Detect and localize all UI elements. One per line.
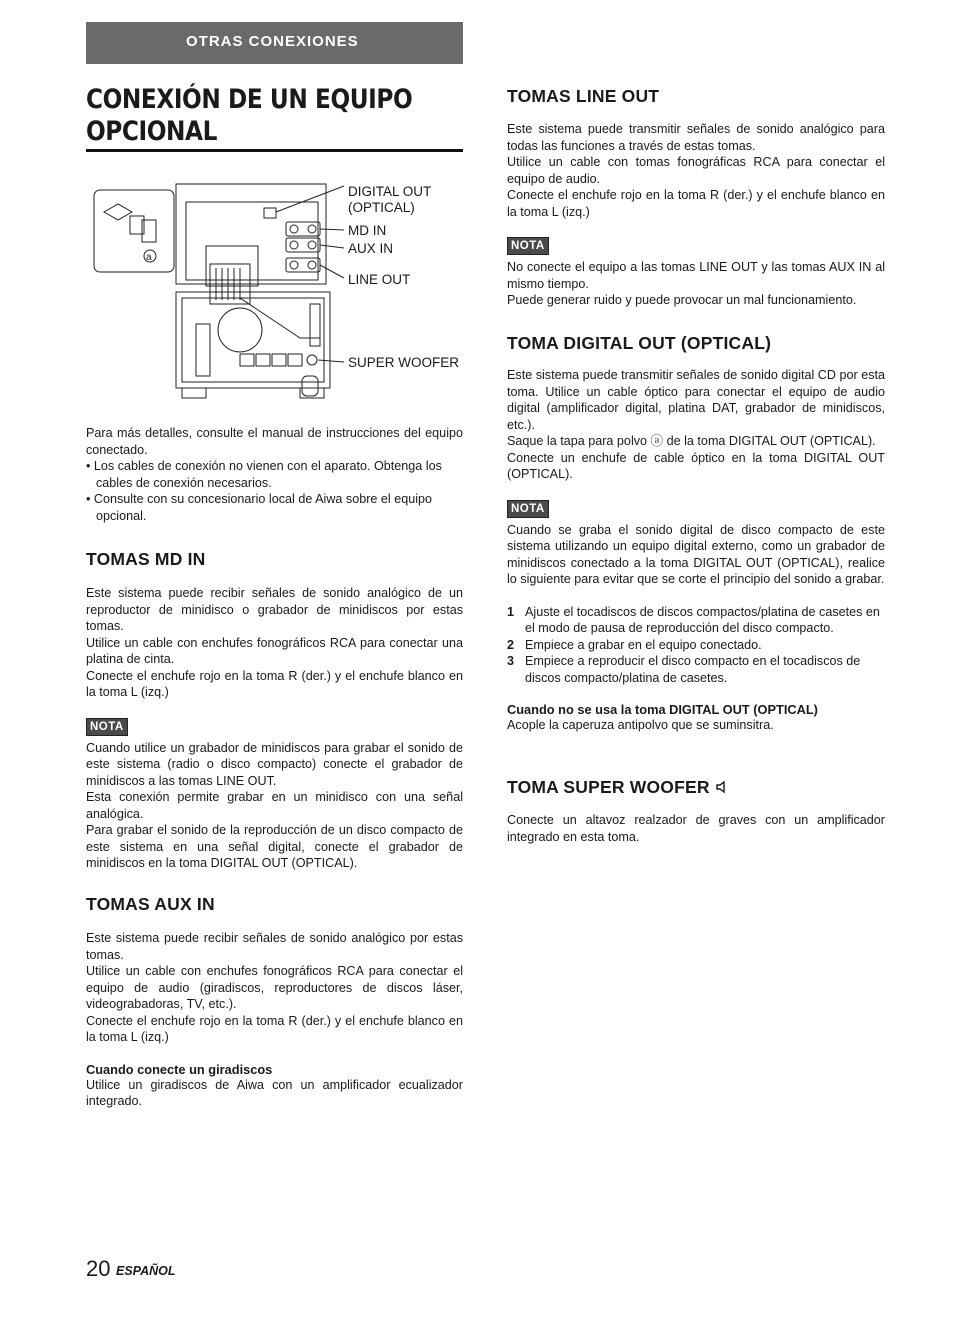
step-number: 2 <box>507 637 515 652</box>
md-in-note2: Esta conexión permite grabar en un minidisco con una señal analógica. <box>86 790 463 821</box>
step-text: Ajuste el tocadiscos de discos compactos/platina de casetes en el modo de pausa de reproducción del disco compacto. <box>525 604 880 635</box>
md-in-note1: Cuando utilice un grabador de minidiscos para grabar el sonido de este sistema (radio o disco compacto) conecte el grabador de minidiscos a las tomas LINE OUT. <box>86 740 463 788</box>
page-number: 20 <box>86 1256 111 1281</box>
digital-out-p2: Saque la tapa para polvo ⓐ de la toma DIGITAL OUT (OPTICAL). <box>507 434 876 448</box>
page-title-line1: CONEXIÓN DE UN EQUIPO <box>86 84 413 115</box>
line-out-p1: Este sistema puede transmitir señales de sonido analógico para todas las funciones a través de estas tomas. <box>507 122 885 153</box>
md-in-heading: TOMAS MD IN <box>86 549 206 569</box>
label-super-woofer: SUPER WOOFER <box>348 355 460 370</box>
label-line-out: LINE OUT <box>348 272 411 287</box>
md-in-p2: Utilice un cable con enchufes fonográficos RCA para conectar una platina de cinta. <box>86 635 463 666</box>
nota-badge: NOTA <box>507 237 549 255</box>
footer-language: ESPAÑOL <box>116 1264 176 1278</box>
digital-out-subheading: Cuando no se usa la toma DIGITAL OUT (OPTICAL) <box>507 702 818 717</box>
step-item <box>507 604 885 637</box>
digital-out-p1: Este sistema puede transmitir señales de sonido digital CD por esta toma. Utilice un cable óptico para conectar el equipo de audio digital (amplificador digital, platina DAT, grabador de minidiscos, etc.). <box>507 368 886 432</box>
step-item <box>507 653 885 686</box>
label-a: a <box>146 252 152 263</box>
line-out-heading: TOMAS LINE OUT <box>507 86 660 106</box>
page-title-line2: OPCIONAL <box>86 116 217 147</box>
nota-badge: NOTA <box>86 718 128 736</box>
md-in-section <box>86 549 463 872</box>
step-text: Empiece a grabar en el equipo conectado. <box>525 637 762 652</box>
aux-in-p1: Este sistema puede recibir señales de sonido analógico por estas tomas. <box>86 931 463 962</box>
step-item <box>507 637 885 654</box>
aux-in-section <box>86 894 463 1110</box>
super-woofer-heading <box>507 777 885 798</box>
super-woofer-p1: Conecte un altavoz realzador de graves con un amplificador integrado en esta toma. <box>507 813 885 844</box>
step-text: Empiece a reproducir el disco compacto en el tocadiscos de discos compacto/platina de casetes. <box>525 654 861 685</box>
digital-out-section <box>507 333 885 734</box>
recording-steps <box>507 604 885 687</box>
nota-badge: NOTA <box>507 500 549 518</box>
line-out-section <box>507 86 885 309</box>
label-optical: (OPTICAL) <box>348 200 415 215</box>
aux-in-p3: Conecte el enchufe rojo en la toma R (der.) y el enchufe blanco en la toma L (izq.) <box>86 1013 463 1044</box>
title-rule <box>86 149 463 152</box>
aux-in-p4: Utilice un giradiscos de Aiwa con un amplificador ecualizador integrado. <box>86 1077 463 1108</box>
label-aux-in: AUX IN <box>348 241 394 256</box>
section-banner <box>86 22 463 64</box>
line-out-p3: Conecte el enchufe rojo en la toma R (der.) y el enchufe blanco en la toma L (izq.) <box>507 188 885 219</box>
intro-section <box>86 425 463 524</box>
md-in-p3: Conecte el enchufe rojo en la toma R (der.) y el enchufe blanco en la toma L (izq.) <box>86 668 463 699</box>
aux-in-heading: TOMAS AUX IN <box>86 894 215 914</box>
digital-out-p4: Acople la caperuza antipolvo que se suminsitra. <box>507 718 774 732</box>
md-in-note3: Para grabar el sonido de la reproducción de un disco compacto de este sistema en una señal digital, conecte el grabador de minidiscos en la toma DIGITAL OUT (OPTICAL). <box>86 823 463 870</box>
label-digital-out: DIGITAL OUT <box>348 184 432 199</box>
label-md-in: MD IN <box>348 223 387 238</box>
intro-text: Para más detalles, consulte el manual de instrucciones del equipo conectado. <box>86 426 463 457</box>
super-woofer-heading-text: TOMA SUPER WOOFER <box>507 777 710 797</box>
digital-out-note1: Cuando se graba el sonido digital de disco compacto de este sistema utilizando un equipo digital externo, como un grabador de minidiscos conectado a la toma DIGITAL OUT (OPTICAL), realice lo siguiente para evitar que se corte el principio del sonido a grabar. <box>507 522 885 586</box>
md-in-p1: Este sistema puede recibir señales de sonido analógico de un reproductor de minidisco o grabador de minidiscos por estas tomas. <box>86 586 463 633</box>
line-out-note2: Puede generar ruido y puede provocar un mal funcionamiento. <box>507 293 857 307</box>
super-woofer-section <box>507 777 885 845</box>
page-title <box>86 84 464 148</box>
intro-bullets <box>86 458 463 524</box>
digital-out-heading: TOMA DIGITAL OUT (OPTICAL) <box>507 333 772 353</box>
speaker-icon <box>715 780 729 794</box>
aux-in-subheading: Cuando conecte un giradiscos <box>86 1061 273 1077</box>
line-out-note1: No conecte el equipo a las tomas LINE OUT y las tomas AUX IN al mismo tiempo. <box>507 260 885 291</box>
line-out-p2: Utilice un cable con tomas fonográficas RCA para conectar el equipo de audio. <box>507 155 885 186</box>
connection-diagram <box>90 180 470 402</box>
digital-out-p3: Conecte un enchufe de cable óptico en la toma DIGITAL OUT (OPTICAL). <box>507 450 885 481</box>
intro-bullet: • Consulte con su concesionario local de Aiwa sobre el equipo opcional. <box>86 492 433 523</box>
dust-cap-inset <box>94 190 174 272</box>
section-banner-text: OTRAS CONEXIONES <box>186 33 359 50</box>
step-number: 1 <box>507 604 515 619</box>
intro-bullet: • Los cables de conexión no vienen con el aparato. Obtenga los cables de conexión necesarios. <box>86 459 442 490</box>
aux-in-p2: Utilice un cable con enchufes fonográficos RCA para conectar el equipo de audio (giradiscos, reproductores de discos láser, videograbadoras, TV, etc.). <box>86 964 463 1011</box>
step-number: 3 <box>507 654 515 668</box>
